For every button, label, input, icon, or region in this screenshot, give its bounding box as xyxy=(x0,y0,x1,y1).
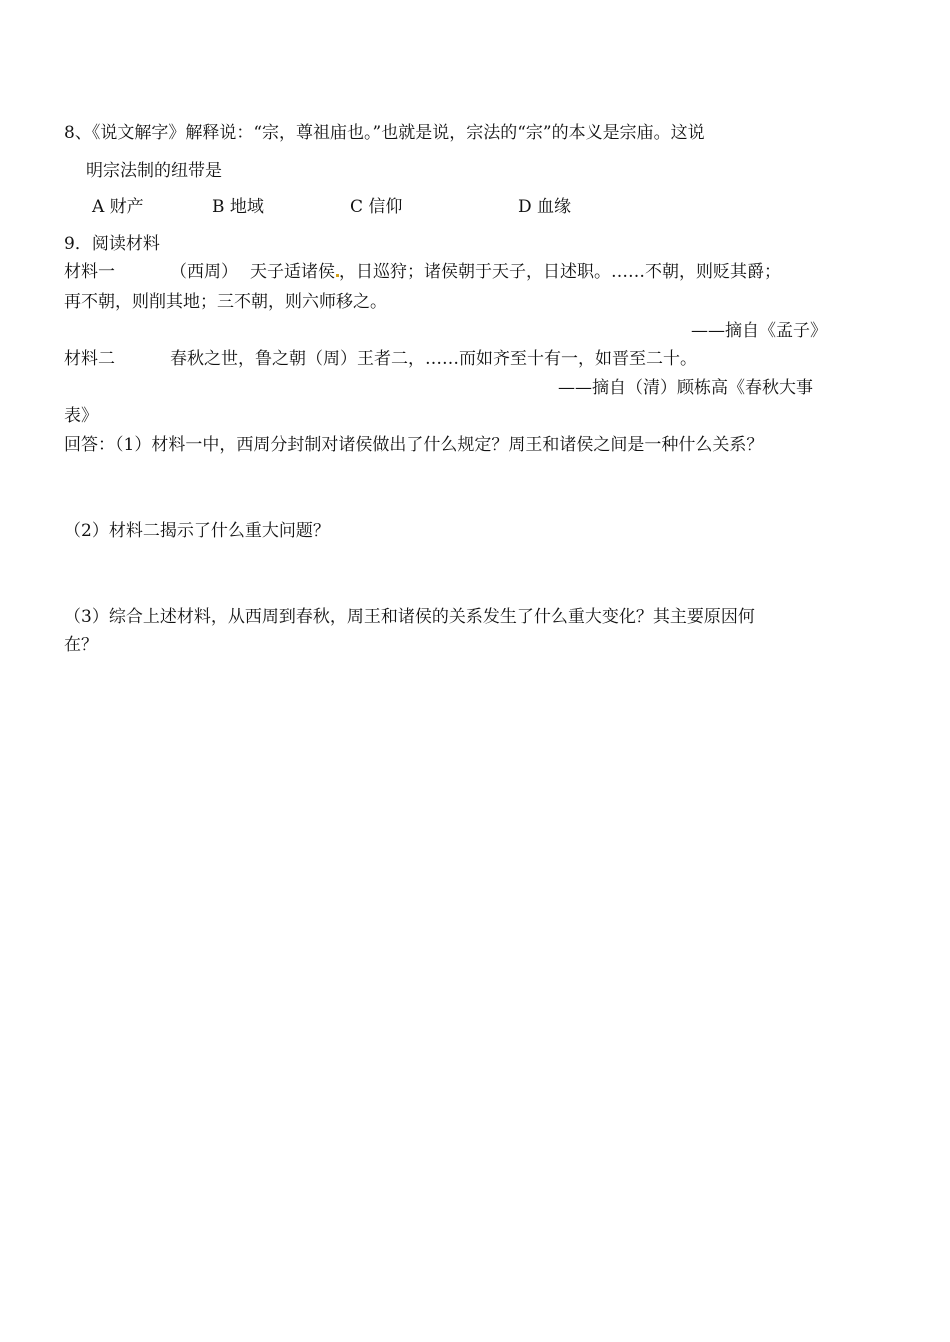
answer-q1: 回答：（1）材料一中，西周分封制对诸侯做出了什么规定？周王和诸侯之间是一种什么关系？ xyxy=(64,435,764,455)
q9-title: 9．阅读材料 xyxy=(64,234,160,254)
q8-option-b: B 地域 xyxy=(212,197,264,217)
material-1-text-b: ，日巡狩；诸侯朝于天子，日述职。……不朝，则贬其爵； xyxy=(339,262,781,282)
material-2-source: ——摘自（清）顾栋高《春秋大事 xyxy=(558,378,813,398)
answer-q2: （2）材料二揭示了什么重大问题？ xyxy=(64,521,330,541)
material-2-text: 春秋之世，鲁之朝（周）王者二，……而如齐至十有一，如晋至二十。 xyxy=(170,349,697,369)
q8-stem-line1: 8、《说文解字》解释说：“宗，尊祖庙也。”也就是说，宗法的“宗”的本义是宗庙。这说 xyxy=(64,123,705,143)
answer-q3-line1: （3）综合上述材料，从西周到春秋，周王和诸侯的关系发生了什么重大变化？其主要原因何 xyxy=(64,607,755,627)
answer-q3-line2: 在？ xyxy=(64,635,98,655)
material-2-label: 材料二 xyxy=(64,349,115,369)
material-1-text-a: 天子适诸侯 xyxy=(250,262,335,282)
material-1-text-line2: 再不朝，则削其地；三不朝，则六师移之。 xyxy=(64,292,387,312)
material-1-source: ——摘自《孟子》 xyxy=(691,321,827,341)
material-2-source-cont: 表》 xyxy=(64,406,98,426)
q8-option-c: C 信仰 xyxy=(350,197,403,217)
q8-option-a: A 财产 xyxy=(92,197,144,217)
q8-option-d: D 血缘 xyxy=(518,197,572,217)
q8-stem-line2: 明宗法制的纽带是 xyxy=(86,161,222,181)
material-1-text-line1 xyxy=(250,261,781,283)
material-1-era: （西周） xyxy=(170,262,238,282)
material-1-label: 材料一 xyxy=(64,262,115,282)
